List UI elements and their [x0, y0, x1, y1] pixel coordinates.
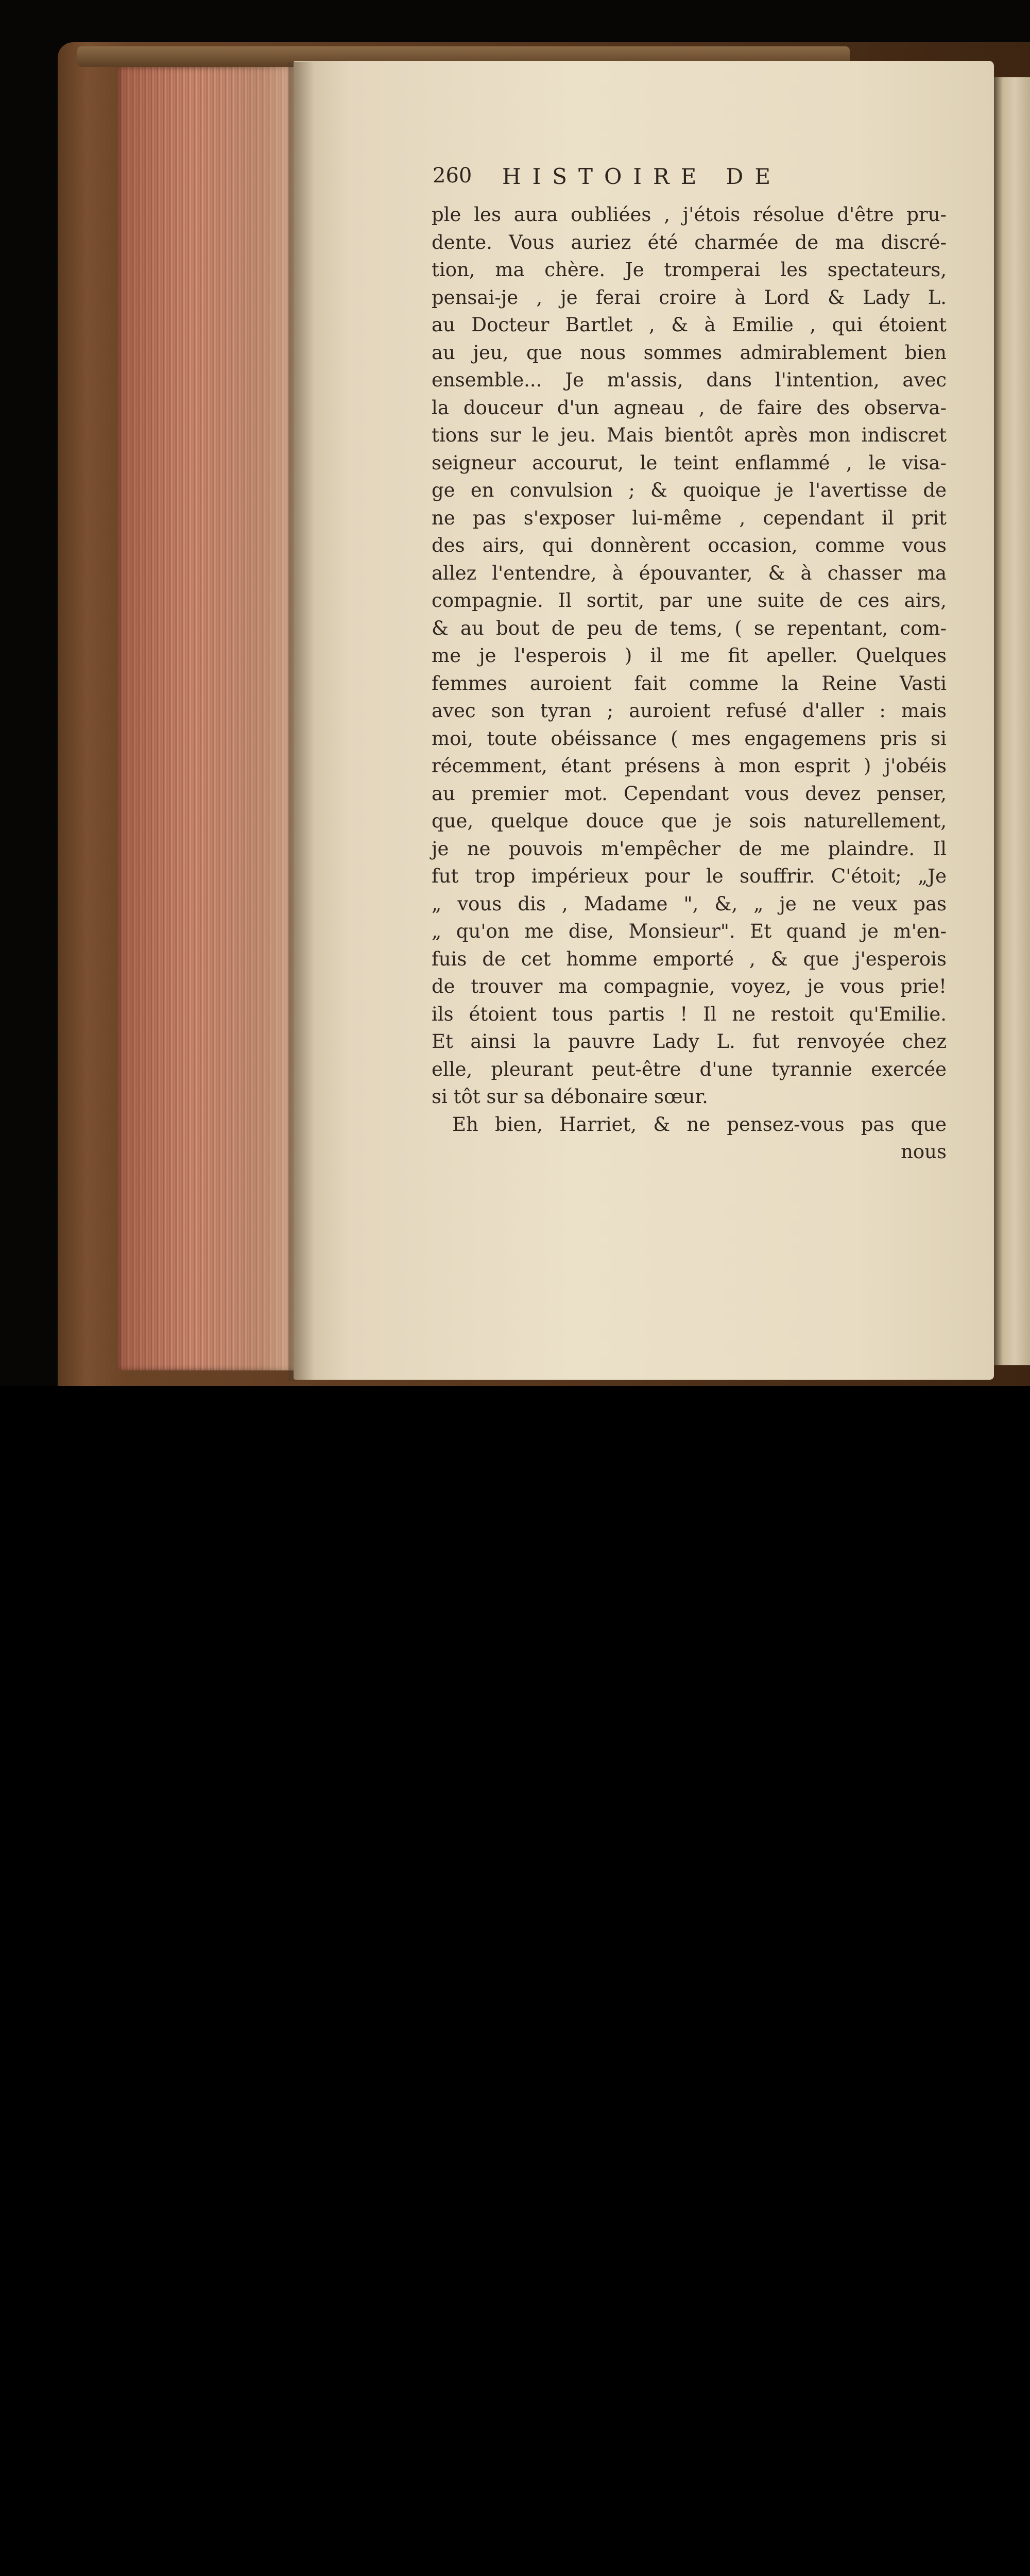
page-text [432, 201, 947, 1166]
fore-edge-shading [117, 67, 299, 1370]
text-line: je ne pouvois m'empêcher de me plaindre. Il [432, 837, 947, 860]
text-line: elle, pleurant peut-être d'une tyrannie exercée [432, 1058, 947, 1080]
text-line: compagnie. Il sortit, par une suite de ces airs, [432, 589, 947, 612]
text-line: „ qu'on me dise, Monsieur". Et quand je m'en- [432, 920, 947, 942]
text-line: ils étoient tous partis ! Il ne restoit qu'Emilie. [432, 1003, 947, 1025]
page-header [433, 164, 948, 195]
text-line: fuis de cet homme emporté , & que j'esperois [432, 947, 947, 970]
text-line: au Docteur Bartlet , & à Emilie , qui étoient [432, 314, 947, 336]
text-line: au premier mot. Cependant vous devez penser, [432, 782, 947, 805]
text-line: pensai-je , je ferai croire à Lord & Lady L. [432, 286, 947, 309]
text-line: récemment, étant présens à mon esprit ) j'obéis [432, 755, 947, 777]
text-line: avec son tyran ; auroient refusé d'aller : mais [432, 700, 947, 722]
page-number: 260 [433, 164, 472, 188]
text-line: seigneur accourut, le teint enflammé , le visa- [432, 451, 947, 474]
text-line: ne pas s'exposer lui-même , cependant il prit [432, 506, 947, 529]
text-line: allez l'entendre, à épouvanter, & à chasser ma [432, 562, 947, 584]
text-line: fut trop impérieux pour le souffrir. C'étoit; „Je [432, 865, 947, 887]
text-line: tion, ma chère. Je tromperai les spectateurs, [432, 259, 947, 281]
text-line: & au bout de peu de tems, ( se repentant, com- [432, 617, 947, 639]
text-line: Et ainsi la pauvre Lady L. fut renvoyée chez [432, 1030, 947, 1053]
running-head: HISTOIRE DE [502, 164, 782, 189]
text-line: moi, toute obéissance ( mes engagemens pris si [432, 727, 947, 750]
text-line: Eh bien, Harriet, & ne pensez-vous pas que [452, 1113, 947, 1136]
text-line: me je l'esperois ) il me fit apeller. Quelques [432, 645, 947, 667]
text-line: femmes auroient fait comme la Reine Vasti [432, 672, 947, 694]
text-line: ge en convulsion ; & quoique je l'avertisse de [432, 479, 947, 501]
text-line: au jeu, que nous sommes admirablement bien [432, 341, 947, 364]
text-line: „ vous dis , Madame ", &, „ je ne veux pas [432, 892, 947, 915]
text-line: ple les aura oubliées , j'étois résolue d'être pru- [432, 204, 947, 226]
text-line: des airs, qui donnèrent occasion, comme vous [432, 534, 947, 556]
text-line: tions sur le jeu. Mais bientôt après mon indiscret [432, 424, 947, 446]
facing-page-edge [991, 77, 1030, 1365]
text-line: dente. Vous auriez été charmée de ma discré- [432, 231, 947, 253]
text-line: de trouver ma compagnie, voyez, je vous prie! [432, 975, 947, 997]
text-line: ensemble... Je m'assis, dans l'intention, avec [432, 369, 947, 391]
gutter-shadow [288, 62, 314, 1381]
text-line: la douceur d'un agneau , de faire des observa- [432, 396, 947, 419]
library-footer [0, 1386, 1030, 1415]
catchword: nous [901, 1141, 947, 1163]
text-line: que, quelque douce que je sois naturellement, [432, 810, 947, 832]
text-line: si tôt sur sa débonaire sœur. [432, 1086, 708, 1108]
